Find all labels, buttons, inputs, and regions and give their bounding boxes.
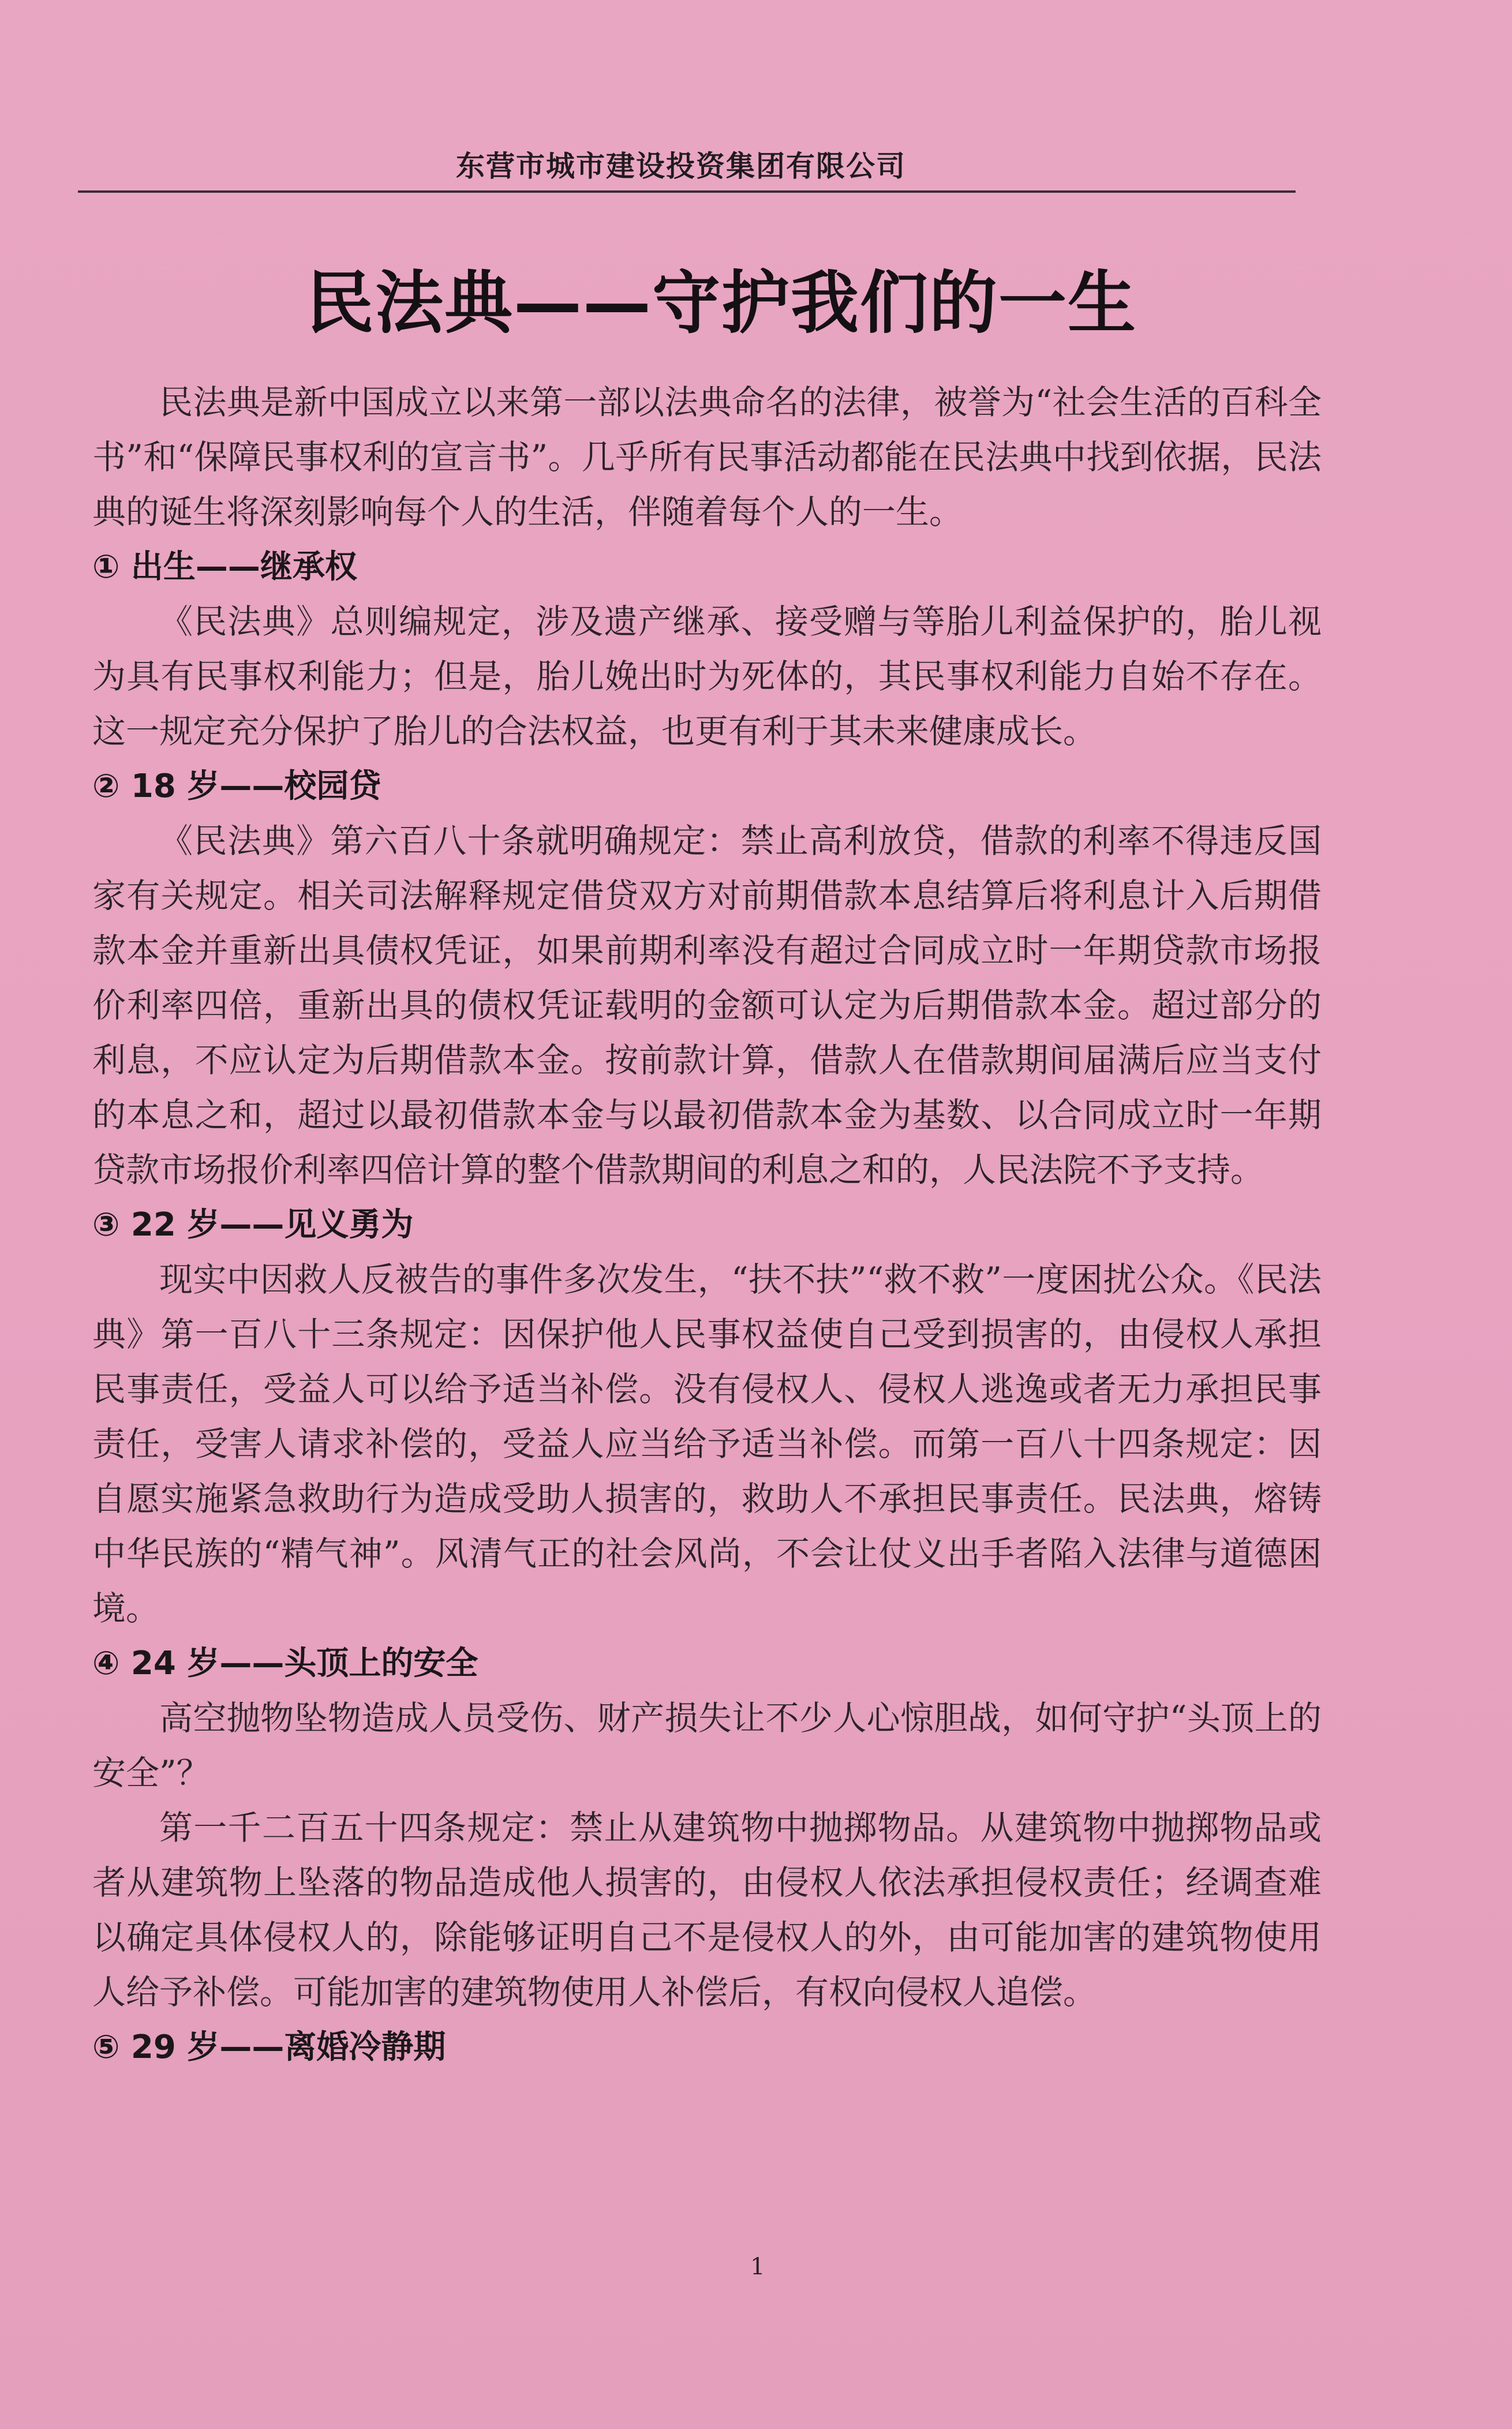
company-header: 东营市城市建设投资集团有限公司: [456, 149, 906, 183]
section-paragraph: 《民法典》总则编规定，涉及遗产继承、接受赠与等胎儿利益保护的，胎儿视为具有民事权利能力；但是，胎儿娩出时为死体的，其民事权利能力自始不存在。这一规定充分保护了胎儿的合法权益，也更有利于其未来健康成长。: [92, 602, 1322, 751]
section-paragraph: 第一千二百五十四条规定：禁止从建筑物中抛掷物品。从建筑物中抛掷物品或者从建筑物上坠落的物品造成他人损害的，由侵权人依法承担侵权责任；经调查难以确定具体侵权人的，除能够证明自己不是侵权人的外，由可能加害的建筑物使用人给予补偿。可能加害的建筑物使用人补偿后，有权向侵权人追偿。: [92, 1808, 1322, 2012]
section-heading-divorce-cooling: ⑤ 29 岁——离婚冷静期: [92, 2028, 446, 2066]
page-number: 1: [750, 2254, 765, 2280]
section-heading-overhead-safety: ④ 24 岁——头顶上的安全: [92, 1645, 478, 1682]
section-paragraph: 高空抛物坠物造成人员受伤、财产损失让不少人心惊胆战，如何守护“头顶上的安全”？: [92, 1698, 1322, 1792]
section-paragraph: 《民法典》第六百八十条就明确规定：禁止高利放贷，借款的利率不得违反国家有关规定。相关司法解释规定借贷双方对前期借款本息结算后将利息计入后期借款本金并重新出具债权凭证，如果前期利率没有超过合同成立时一年期贷款市场报价利率四倍，重新出具的债权凭证载明的金额可认定为后期借款本金。超过部分的利息，不应认定为后期借款本金。按前款计算，借款人在借款期间届满后应当支付的本息之和，超过以最初借款本金与以最初借款本金为基数、以合同成立时一年期贷款市场报价利率四倍计算的整个借款期间的利息之和的，人民法院不予支持。: [92, 821, 1322, 1189]
section-heading-birth: ① 出生——继承权: [92, 548, 357, 586]
document-body: [92, 375, 1322, 2075]
section-paragraph: 现实中因救人反被告的事件多次发生，“扶不扶”“救不救”一度困扰公众。《民法典》第一百八十三条规定：因保护他人民事权益使自己受到损害的，由侵权人承担民事责任，受益人可以给予适当补偿。没有侵权人、侵权人逃逸或者无力承担民事责任，受害人请求补偿的，受益人应当给予适当补偿。而第一百八十四条规定：因自愿实施紧急救助行为造成受助人损害的，救助人不承担民事责任。民法典，熔铸中华民族的“精气神”。风清气正的社会风尚，不会让仗义出手者陷入法律与道德困境。: [92, 1260, 1322, 1628]
intro-paragraph: 民法典是新中国成立以来第一部以法典命名的法律，被誉为“社会生活的百科全书”和“保障民事权利的宣言书”。几乎所有民事活动都能在民法典中找到依据，民法典的诞生将深刻影响每个人的生活，伴随着每个人的一生。: [92, 383, 1322, 532]
section-heading-bravery: ③ 22 岁——见义勇为: [92, 1206, 414, 1244]
document-title: 民法典——守护我们的一生: [306, 263, 1137, 343]
header-divider: [78, 190, 1296, 193]
section-heading-campus-loan: ② 18 岁——校园贷: [92, 768, 381, 805]
